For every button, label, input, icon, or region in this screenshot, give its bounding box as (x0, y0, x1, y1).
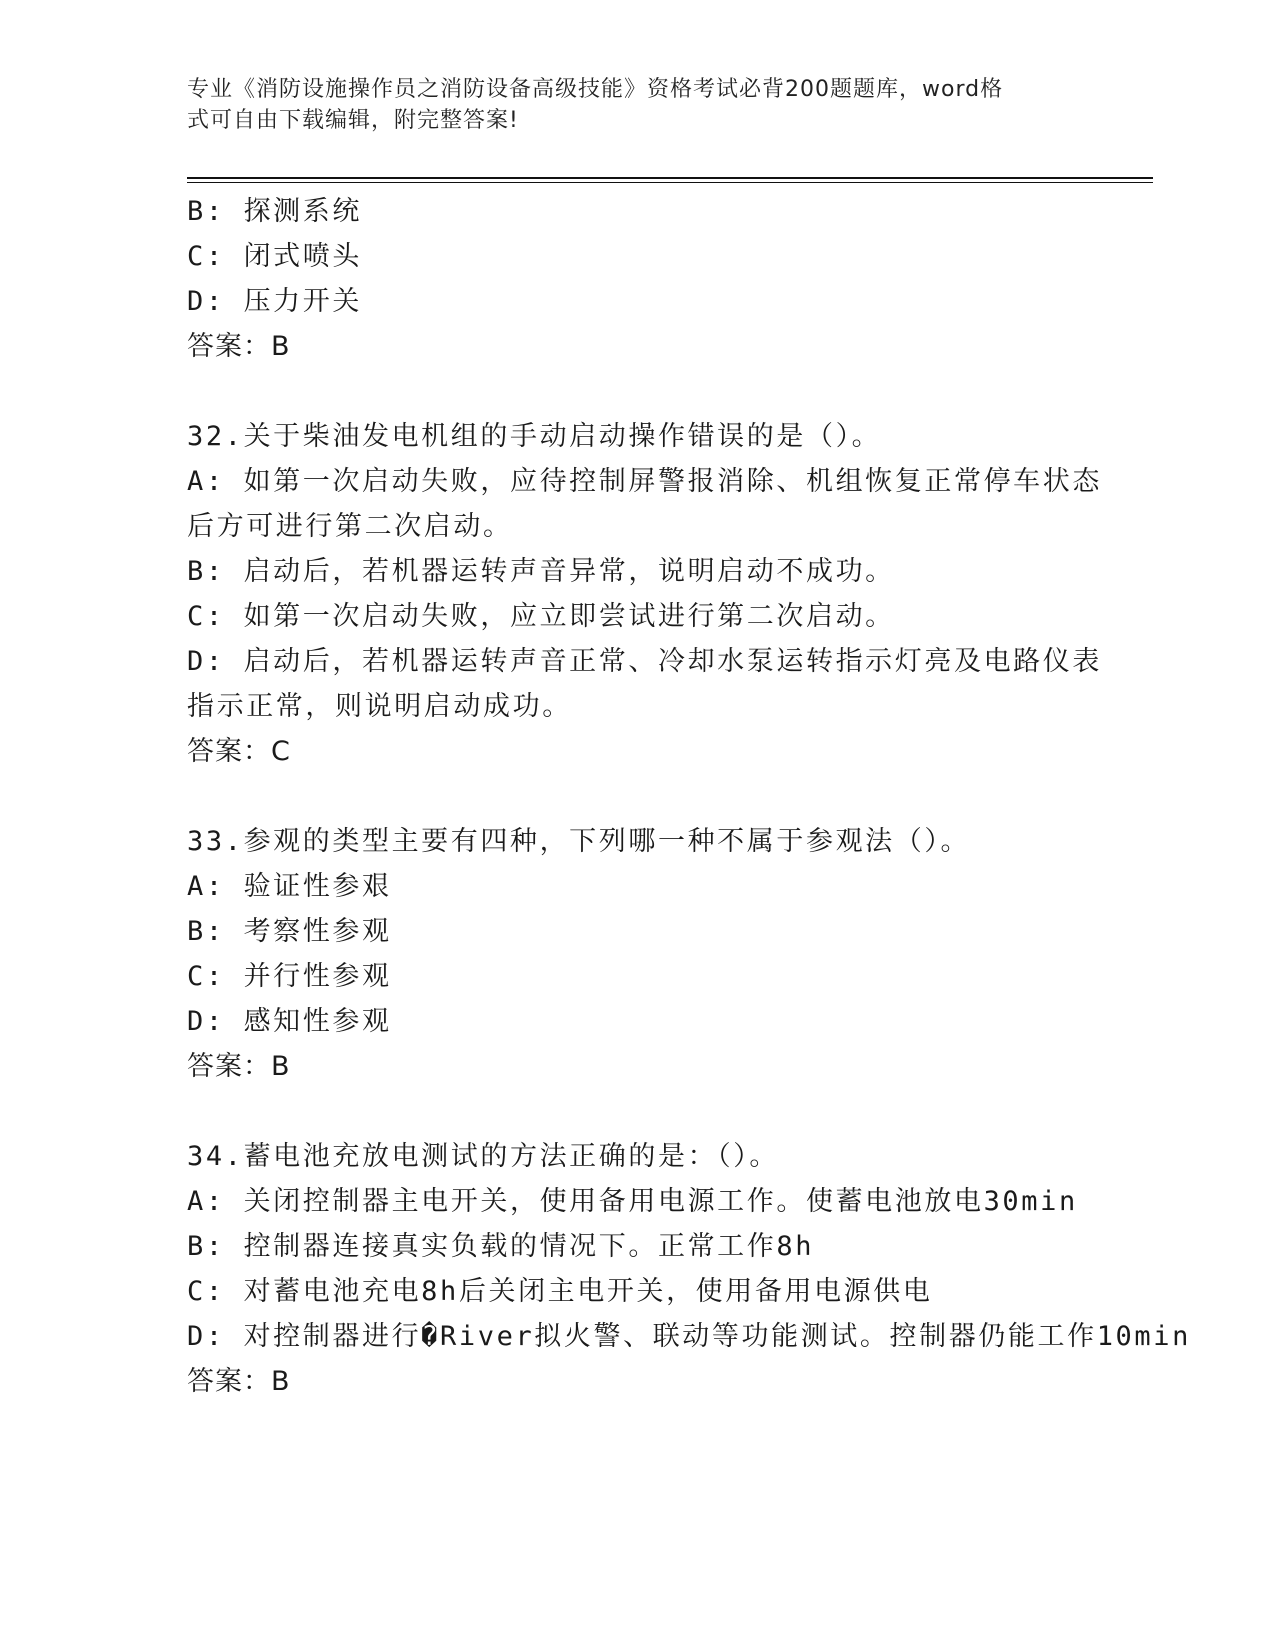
option-line: C: 对蓄电池充电8h后关闭主电开关，使用备用电源供电 (187, 1276, 933, 1307)
question-text: 32.关于柴油发电机组的手动启动操作错误的是（）。 (187, 421, 882, 452)
header-divider-thin (187, 182, 1153, 183)
option-line: B: 考察性参观 (187, 916, 392, 947)
spacer (187, 774, 1087, 819)
option-line: A: 如第一次启动失败，应待控制屏警报消除、机组恢复正常停车状态 (187, 466, 1102, 497)
header-divider-thick (187, 177, 1153, 179)
answer-line: 答案：B (187, 1366, 291, 1397)
option-line: B: 控制器连接真实负载的情况下。正常工作8h (187, 1231, 815, 1262)
option-line: 指示正常，则说明启动成功。 (187, 691, 572, 722)
header-line-2: 式可自由下载编辑，附完整答案! (187, 108, 519, 133)
option-line: C: 并行性参观 (187, 961, 392, 992)
question-list (187, 189, 1191, 1404)
option-line: D: 压力开关 (187, 286, 362, 317)
question-34 (187, 1134, 1191, 1404)
header-line-1: 专业《消防设施操作员之消防设备高级技能》资格考试必背200题题库，word格 (187, 77, 1004, 102)
question-31-tail (187, 189, 1087, 369)
option-line: A: 验证性参艰 (187, 871, 392, 902)
answer-line: 答案：B (187, 1051, 291, 1082)
option-line: 后方可进行第二次启动。 (187, 511, 513, 542)
option-line: A: 关闭控制器主电开关，使用备用电源工作。使蓄电池放电30min (187, 1186, 1078, 1217)
option-line: D: 对控制器进行�River拟火警、联动等功能测试。控制器仍能工作10min (187, 1321, 1191, 1352)
answer-line: 答案：B (187, 331, 291, 362)
question-32 (187, 414, 1102, 774)
question-text: 33.参观的类型主要有四种，下列哪一种不属于参观法（）。 (187, 826, 971, 857)
option-line: C: 如第一次启动失败，应立即尝试进行第二次启动。 (187, 601, 895, 632)
option-line: C: 闭式喷头 (187, 241, 362, 272)
spacer (187, 369, 1087, 414)
answer-line: 答案：C (187, 736, 291, 767)
option-line: B: 探测系统 (187, 196, 362, 227)
option-line: D: 感知性参观 (187, 1006, 392, 1037)
page-header (187, 74, 1067, 136)
spacer (187, 1089, 1087, 1134)
option-line: D: 启动后，若机器运转声音正常、冷却水泵运转指示灯亮及电路仪表 (187, 646, 1102, 677)
option-line: B: 启动后，若机器运转声音异常，说明启动不成功。 (187, 556, 895, 587)
question-text: 34.蓄电池充放电测试的方法正确的是：（）。 (187, 1141, 779, 1172)
question-33 (187, 819, 1087, 1089)
